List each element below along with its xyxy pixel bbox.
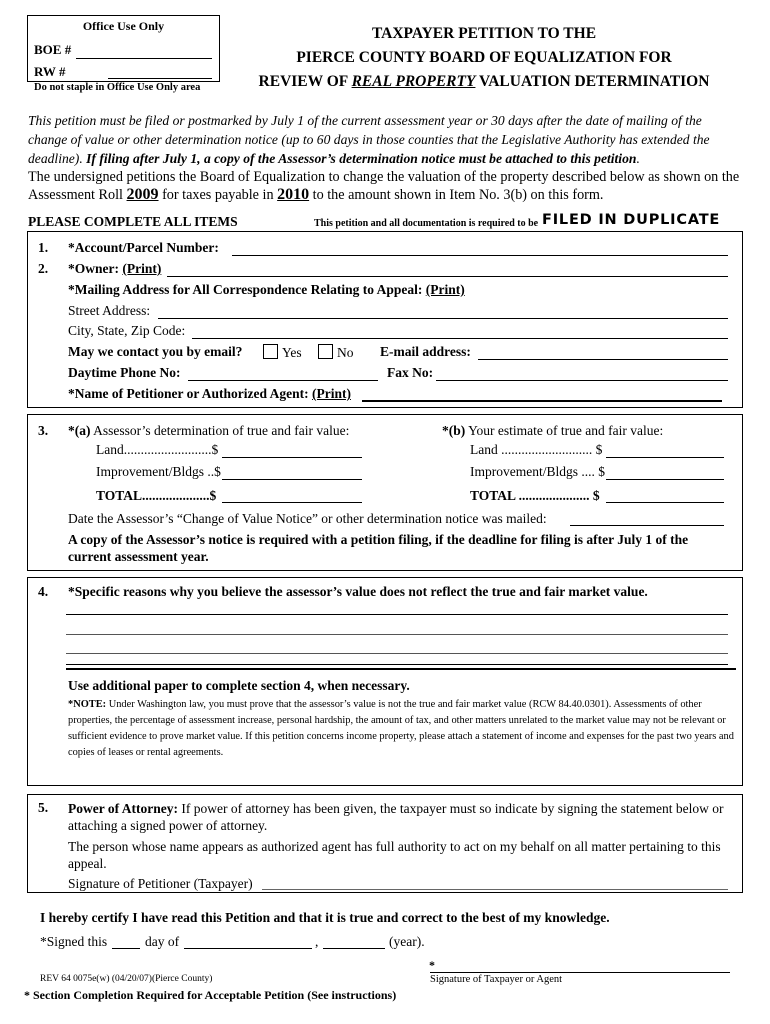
petition-paragraph (28, 168, 740, 204)
petitioner-signature-field[interactable] (262, 889, 728, 890)
title-line-3-post: VALUATION DETERMINATION (479, 73, 710, 90)
city-field[interactable] (192, 338, 728, 339)
roll-year: 2009 (126, 186, 159, 203)
rw-field[interactable] (108, 78, 212, 79)
email-no-option[interactable] (318, 344, 354, 361)
owner-field[interactable] (167, 276, 728, 277)
land-b-label: Land ........................... $ (470, 442, 603, 457)
total-b-label: TOTAL ..................... $ (470, 488, 600, 503)
taxpayer-signature-field[interactable] (430, 972, 730, 973)
assessor-value-heading (68, 423, 349, 439)
item-1-number: 1. (38, 240, 49, 255)
no-label: No (337, 345, 354, 360)
land-b-field[interactable] (606, 457, 724, 458)
filed-in-duplicate: FILED IN DUPLICATE (542, 212, 721, 228)
item-3-number: 3. (38, 423, 49, 438)
signed-month-field[interactable] (184, 948, 312, 949)
duplicate-note: This petition and all documentation is required to be (314, 218, 539, 229)
office-use-note: Do not staple in Office Use Only area (34, 82, 201, 93)
no-checkbox[interactable] (318, 344, 333, 359)
item-3b-label: *(b) (442, 423, 466, 438)
notice-date-label: Date the Assessor’s “Change of Value Notice” or other determination notice was mailed: (68, 511, 547, 526)
power-of-attorney-body: If power of attorney has been given, the taxpayer must so indicate by signing the statement below or attaching a signed power of attorney. (68, 801, 724, 833)
power-of-attorney-text (68, 800, 732, 834)
office-use-title: Office Use Only (82, 19, 165, 33)
form-number: REV 64 0075e(w) (04/20/07)(Pierce County) (40, 974, 213, 984)
email-contact-question: May we contact you by email? (68, 344, 243, 359)
petitioner-text: *Name of Petitioner or Authorized Agent: (68, 386, 309, 401)
improvement-a-label: Improvement/Bldgs ..$ (96, 464, 221, 479)
date-comma: , (315, 934, 319, 949)
city-label: City, State, Zip Code: (68, 323, 186, 338)
notice-copy-requirement: A copy of the Assessor’s notice is required with a petition filing, if the deadline for filing is after July 1 of the current assessment year. (68, 532, 689, 564)
signature-star: * (429, 958, 435, 972)
fax-field[interactable] (436, 380, 728, 381)
signed-day-field[interactable] (112, 948, 140, 949)
page-title (228, 22, 740, 94)
account-field[interactable] (232, 255, 728, 256)
petitioner-label (68, 386, 351, 402)
reasons-line-1[interactable] (66, 614, 728, 615)
notice-date-field[interactable] (570, 525, 724, 526)
your-estimate-heading (442, 423, 663, 439)
please-complete: PLEASE COMPLETE ALL ITEMS (28, 214, 238, 229)
petition-text-3: to the amount shown in Item No. 3(b) on this form. (312, 187, 604, 203)
yes-checkbox[interactable] (263, 344, 278, 359)
total-b-field[interactable] (606, 502, 724, 503)
improvement-a-field[interactable] (222, 479, 362, 480)
signed-this-label: *Signed this (40, 934, 108, 949)
street-label: Street Address: (68, 303, 151, 318)
petitioner-print: (Print) (311, 386, 351, 401)
reasons-line-2[interactable] (66, 634, 728, 635)
title-line-3-pre: REVIEW OF (258, 73, 348, 90)
petition-text: The undersigned petitions the Board of Equalization to change the valuation of the property described below as shown on the Assessment Roll (28, 169, 740, 203)
fax-label: Fax No: (387, 365, 434, 380)
owner-label (68, 261, 161, 277)
email-label: E-mail address: (380, 344, 471, 359)
deadline-paragraph: This petition must be filed or postmarked by July 1 of the current assessment year or 30 days after the date of mailing of the change of value or other determination notice (up to 60 days in those counties that the Legislative Authority has extended the deadline). If filing after July 1, a copy of the Assessor’s determination notice must be attached to this petition. (28, 113, 710, 166)
improvement-b-label: Improvement/Bldgs .... $ (470, 464, 605, 479)
required-sections-note: * Section Completion Required for Acceptable Petition (See instructions) (24, 988, 397, 1002)
boe-field[interactable] (76, 58, 212, 59)
deadline-emphasis: If filing after July 1, a copy of the Assessor’s determination notice must be attached to this petition (86, 151, 637, 166)
reasons-heading: *Specific reasons why you believe the assessor’s value does not reflect the true and fair market value. (68, 584, 648, 599)
land-a-label: Land..........................$ (96, 442, 219, 457)
yes-label: Yes (282, 345, 302, 360)
law-note-text: Under Washington law, you must prove that the assessor’s value is not the true and fair market value (RCW 84.40.0301). Assessments of other properties, the percentage of assessment increase, personal hardship, the amount of tax, and other matters unrelated to the market value may not be relevant or sufficient evidence to prove market value. If this petition concerns income property, please attach a statement of income and expenses for the past two years and copies of leases or rental agreements. (68, 699, 734, 758)
item-3a-text: Assessor’s determination of true and fair value: (93, 423, 350, 438)
rw-label: RW # (34, 64, 66, 79)
title-line-2: PIERCE COUNTY BOARD OF EQUALIZATION FOR (296, 49, 672, 66)
mailing-print: (Print) (425, 282, 465, 297)
year-label: (year). (389, 934, 425, 949)
power-of-attorney-title: Power of Attorney: (68, 801, 178, 816)
owner-text: *Owner: (68, 261, 119, 276)
day-of-label: day of (145, 934, 180, 949)
authority-statement: The person whose name appears as authorized agent has full authority to act on my behalf on all matter pertaining to this appeal. (68, 839, 721, 871)
deadline-text: This petition must be filed or postmarked by July 1 of the current assessment year or 30 days after the date of mailing of the change of value or other determination notice (up to 60 days in those counties that the Legislative Authority has extended the deadline). (28, 113, 710, 166)
title-line-3 (228, 70, 740, 94)
land-a-field[interactable] (222, 457, 362, 458)
reasons-line-4[interactable] (66, 664, 728, 665)
item-5-number: 5. (38, 800, 49, 815)
office-use-box (27, 15, 220, 82)
email-field[interactable] (478, 359, 728, 360)
petition-text-2: for taxes payable in (162, 187, 274, 203)
total-a-field[interactable] (222, 502, 362, 503)
section-1-2-box (27, 231, 743, 408)
payable-year: 2010 (277, 186, 310, 203)
total-a-label: TOTAL....................$ (96, 488, 217, 503)
law-note-label: *NOTE: (68, 699, 107, 710)
mailing-label (68, 282, 465, 298)
title-line-1: TAXPAYER PETITION TO THE (371, 25, 597, 42)
phone-label: Daytime Phone No: (68, 365, 181, 380)
account-label: *Account/Parcel Number: (68, 240, 219, 255)
item-3b-text: Your estimate of true and fair value: (468, 423, 664, 438)
owner-print: (Print) (122, 261, 162, 276)
boe-label: BOE # (34, 42, 72, 57)
petitioner-signature-label: Signature of Petitioner (Taxpayer) (68, 876, 253, 891)
signed-year-field[interactable] (323, 948, 385, 949)
petitioner-field[interactable] (362, 400, 722, 402)
item-2-number: 2. (38, 261, 49, 276)
law-note (68, 697, 736, 761)
mailing-text: *Mailing Address for All Correspondence Relating to Appeal: (68, 282, 423, 297)
title-line-3-em: REAL PROPERTY (351, 73, 476, 90)
item-4-number: 4. (38, 584, 49, 599)
improvement-b-field[interactable] (606, 479, 724, 480)
phone-field[interactable] (188, 380, 378, 381)
reasons-line-3[interactable] (66, 653, 728, 654)
taxpayer-signature-label: Signature of Taxpayer or Agent (430, 974, 563, 985)
additional-paper-note: Use additional paper to complete section 4, when necessary. (68, 678, 410, 693)
certification-statement: I hereby certify I have read this Petition and that it is true and correct to the best of my knowledge. (40, 910, 610, 925)
street-field[interactable] (158, 318, 728, 319)
reasons-divider (66, 668, 736, 670)
item-3a-label: *(a) (68, 423, 91, 438)
email-yes-option[interactable] (263, 344, 302, 361)
